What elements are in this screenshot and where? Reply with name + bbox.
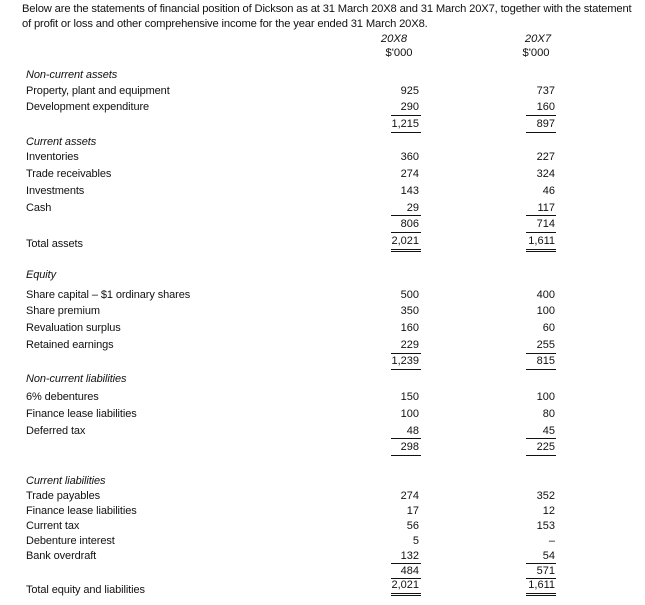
value-trade-receivables-20x8: 274: [400, 168, 419, 180]
row-label-share-capital: Share capital – $1 ordinary shares: [26, 289, 191, 301]
row-label-total-assets: Total assets: [26, 238, 83, 250]
row-label-finance-lease-current: Finance lease liabilities: [26, 505, 137, 517]
row-label-deferred-tax: Deferred tax: [26, 425, 86, 437]
section-heading-non-current-liabilities: Non-current liabilities: [26, 373, 127, 385]
total-rule: [526, 369, 556, 370]
col2-unit-header: $'000: [522, 47, 550, 59]
total-current-liabilities-20x8: 484: [400, 565, 419, 577]
value-inventories-20x8: 360: [400, 151, 419, 163]
value-finance-lease-c-20x7: 12: [542, 505, 555, 517]
value-deferred-tax-20x7: 45: [542, 425, 555, 437]
section-heading-current-assets: Current assets: [26, 136, 97, 148]
total-equity-liabilities-20x7: 1,611: [528, 579, 555, 591]
subtotal-rule: [391, 215, 421, 216]
total-rule: [391, 369, 421, 370]
total-rule: [391, 455, 421, 456]
value-bank-overdraft-20x7: 54: [542, 550, 555, 562]
row-label-development-expenditure: Development expenditure: [26, 101, 150, 113]
value-debentures-20x8: 150: [400, 391, 419, 403]
total-non-current-assets-20x7: 897: [536, 118, 555, 130]
value-retained-earnings-20x8: 229: [400, 339, 419, 351]
double-total-rule: [526, 249, 556, 250]
value-trade-receivables-20x7: 324: [536, 168, 555, 180]
value-debenture-interest-20x8: 5: [412, 535, 419, 547]
subtotal-rule: [391, 353, 421, 354]
value-cash-20x8: 29: [406, 202, 419, 214]
subtotal-rule: [391, 232, 421, 233]
col2-year-header: 20X7: [524, 33, 552, 45]
section-heading-non-current-assets: Non-current assets: [26, 69, 118, 81]
subtotal-rule: [526, 438, 556, 439]
row-label-retained-earnings: Retained earnings: [26, 339, 114, 351]
value-development-20x8: 290: [400, 101, 419, 113]
value-revaluation-surplus-20x7: 60: [542, 322, 555, 334]
value-current-tax-20x7: 153: [536, 520, 555, 532]
total-rule: [391, 132, 421, 133]
double-total-rule: [391, 595, 421, 596]
row-label-debentures: 6% debentures: [26, 391, 99, 403]
col1-year-header: 20X8: [380, 33, 408, 45]
total-assets-20x8: 2,021: [391, 235, 419, 247]
subtotal-rule: [391, 438, 421, 439]
row-label-trade-payables: Trade payables: [26, 490, 101, 502]
subtotal-rule: [526, 563, 556, 564]
value-development-20x7: 160: [536, 101, 555, 113]
value-investments-20x7: 46: [542, 185, 555, 197]
value-share-premium-20x7: 100: [536, 305, 555, 317]
value-finance-lease-nc-20x8: 100: [400, 408, 419, 420]
row-label-share-premium: Share premium: [26, 305, 100, 317]
value-share-premium-20x8: 350: [400, 305, 419, 317]
value-debentures-20x7: 100: [536, 391, 555, 403]
value-cash-20x7: 117: [537, 202, 555, 214]
intro-text: Below are the statements of financial position of Dickson as at 31 March 20X8 and 31 March 20X7, together with the statement of profit or loss and other comprehensive income for the year ended 31 March 20X8.: [22, 3, 632, 30]
double-total-rule: [391, 249, 421, 250]
row-label-debenture-interest: Debenture interest: [26, 535, 115, 547]
subtotal-rule: [391, 115, 421, 116]
double-total-rule: [391, 251, 421, 252]
value-current-tax-20x8: 56: [406, 520, 419, 532]
row-label-total-equity-and-liabilities: Total equity and liabilities: [26, 584, 145, 596]
row-label-cash: Cash: [26, 202, 52, 214]
row-label-bank-overdraft: Bank overdraft: [26, 550, 97, 562]
subtotal-rule: [526, 115, 556, 116]
value-finance-lease-nc-20x7: 80: [542, 408, 555, 420]
value-trade-payables-20x8: 274: [400, 490, 419, 502]
row-label-investments: Investments: [26, 185, 85, 197]
double-total-rule: [526, 595, 556, 596]
subtotal-rule: [526, 353, 556, 354]
total-equity-liabilities-20x8: 2,021: [391, 579, 419, 591]
total-rule: [526, 455, 556, 456]
row-label-inventories: Inventories: [26, 151, 79, 163]
total-current-liabilities-20x7: 571: [536, 565, 555, 577]
value-share-capital-20x7: 400: [536, 289, 555, 301]
row-label-trade-receivables: Trade receivables: [26, 168, 112, 180]
col1-unit-header: $'000: [385, 47, 413, 59]
value-share-capital-20x8: 500: [400, 289, 419, 301]
total-non-current-assets-20x8: 1,215: [391, 118, 419, 130]
double-total-rule: [526, 251, 556, 252]
value-investments-20x8: 143: [400, 185, 419, 197]
total-non-current-liabilities-20x8: 298: [400, 441, 419, 453]
total-current-assets-20x7: 714: [536, 218, 555, 230]
total-equity-20x7: 815: [536, 355, 555, 367]
total-equity-20x8: 1,239: [391, 355, 419, 367]
row-label-ppe: Property, plant and equipment: [26, 85, 170, 97]
total-rule: [526, 132, 556, 133]
value-debenture-interest-20x7: –: [548, 535, 555, 547]
row-label-finance-lease-non-current: Finance lease liabilities: [26, 408, 137, 420]
value-retained-earnings-20x7: 255: [536, 339, 555, 351]
value-deferred-tax-20x8: 48: [406, 425, 419, 437]
row-label-revaluation-surplus: Revaluation surplus: [26, 322, 121, 334]
value-revaluation-surplus-20x8: 160: [400, 322, 419, 334]
subtotal-rule: [526, 232, 556, 233]
double-total-rule: [391, 593, 421, 594]
total-assets-20x7: 1,611: [528, 235, 555, 247]
value-finance-lease-c-20x8: 17: [406, 505, 419, 517]
double-total-rule: [526, 593, 556, 594]
row-label-current-tax: Current tax: [26, 520, 80, 532]
subtotal-rule: [526, 215, 556, 216]
value-bank-overdraft-20x8: 132: [400, 550, 419, 562]
section-heading-equity: Equity: [26, 269, 56, 281]
section-heading-current-liabilities: Current liabilities: [26, 475, 106, 487]
value-ppe-20x8: 925: [400, 85, 419, 97]
total-non-current-liabilities-20x7: 225: [536, 441, 555, 453]
subtotal-rule: [391, 563, 421, 564]
value-inventories-20x7: 227: [536, 151, 555, 163]
value-ppe-20x7: 737: [536, 85, 555, 97]
total-current-assets-20x8: 806: [400, 218, 419, 230]
value-trade-payables-20x7: 352: [536, 490, 555, 502]
